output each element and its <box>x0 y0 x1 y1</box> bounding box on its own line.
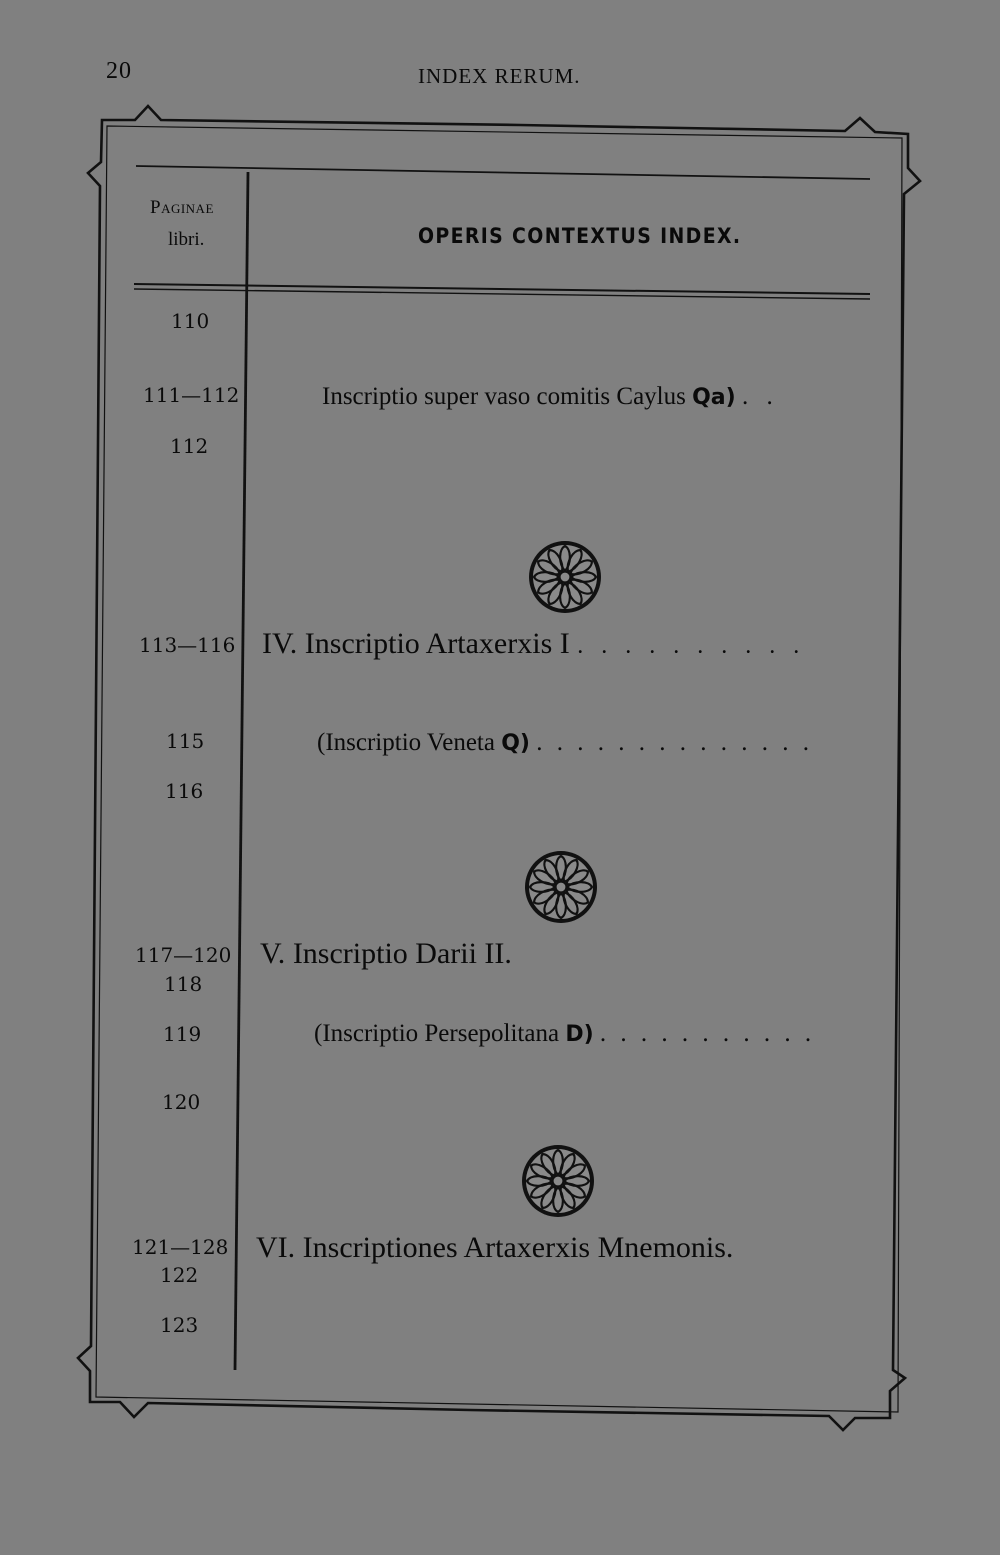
page-number: 20 <box>106 58 132 84</box>
page-ref: 111—112 <box>143 383 240 407</box>
page-ref: 113—116 <box>139 633 236 657</box>
column-header-contents: OPERIS CONTEXTUS INDEX. <box>418 224 742 248</box>
page-ref: 115 <box>166 729 205 753</box>
page-ref: 119 <box>163 1022 202 1046</box>
page-ref: 117—120 <box>135 943 232 967</box>
rosette-ornament-3 <box>522 1145 594 1217</box>
leader-dots: . . . . . . . . . . . <box>599 1020 816 1047</box>
running-title: INDEX RERUM. <box>418 64 581 88</box>
entry-darii-ii <box>260 937 512 971</box>
rosette-ornament-1 <box>529 541 601 613</box>
entry-text: (Inscriptio Veneta <box>317 729 495 756</box>
entry-text: Inscriptio super vaso comitis Caylus <box>322 383 686 410</box>
rosette-ornament-2 <box>525 851 597 923</box>
entry-text: Inscriptio Artaxerxis I <box>304 627 570 660</box>
page-ref: 122 <box>160 1263 199 1287</box>
leader-dots: . . . . . . . . . . . . . . <box>536 729 813 756</box>
entry-mnemonis <box>256 1231 733 1265</box>
roman-numeral: V. <box>260 937 286 970</box>
page-ref: 110 <box>171 309 210 333</box>
siglum: D) <box>565 1022 594 1047</box>
page-ref: 123 <box>160 1313 199 1337</box>
page-ref: 112 <box>170 434 209 458</box>
column-header-pages: Paginae <box>150 197 214 218</box>
leader-dots: . . <box>741 383 779 410</box>
entry-artaxerxis-i <box>262 627 805 661</box>
entry-text: Inscriptiones Artaxerxis Mnemonis. <box>302 1231 734 1264</box>
entry-caylus <box>322 383 779 411</box>
roman-numeral: IV. <box>262 627 298 660</box>
page-ref: 116 <box>165 779 204 803</box>
page-ref: 118 <box>164 972 203 996</box>
entry-text: Inscriptio Darii II. <box>292 937 512 970</box>
roman-numeral: VI. <box>256 1231 296 1264</box>
entry-text: (Inscriptio Persepolitana <box>314 1020 560 1047</box>
siglum: Q) <box>501 731 530 756</box>
entry-persepolitana <box>314 1020 815 1048</box>
siglum: Qa) <box>692 385 736 410</box>
page-ref: 121—128 <box>132 1235 229 1259</box>
leader-dots: . . . . . . . . . . <box>577 633 806 659</box>
entry-veneta <box>317 729 813 757</box>
page-ref: 120 <box>162 1090 201 1114</box>
column-header-pages-sub: libri. <box>168 229 205 250</box>
